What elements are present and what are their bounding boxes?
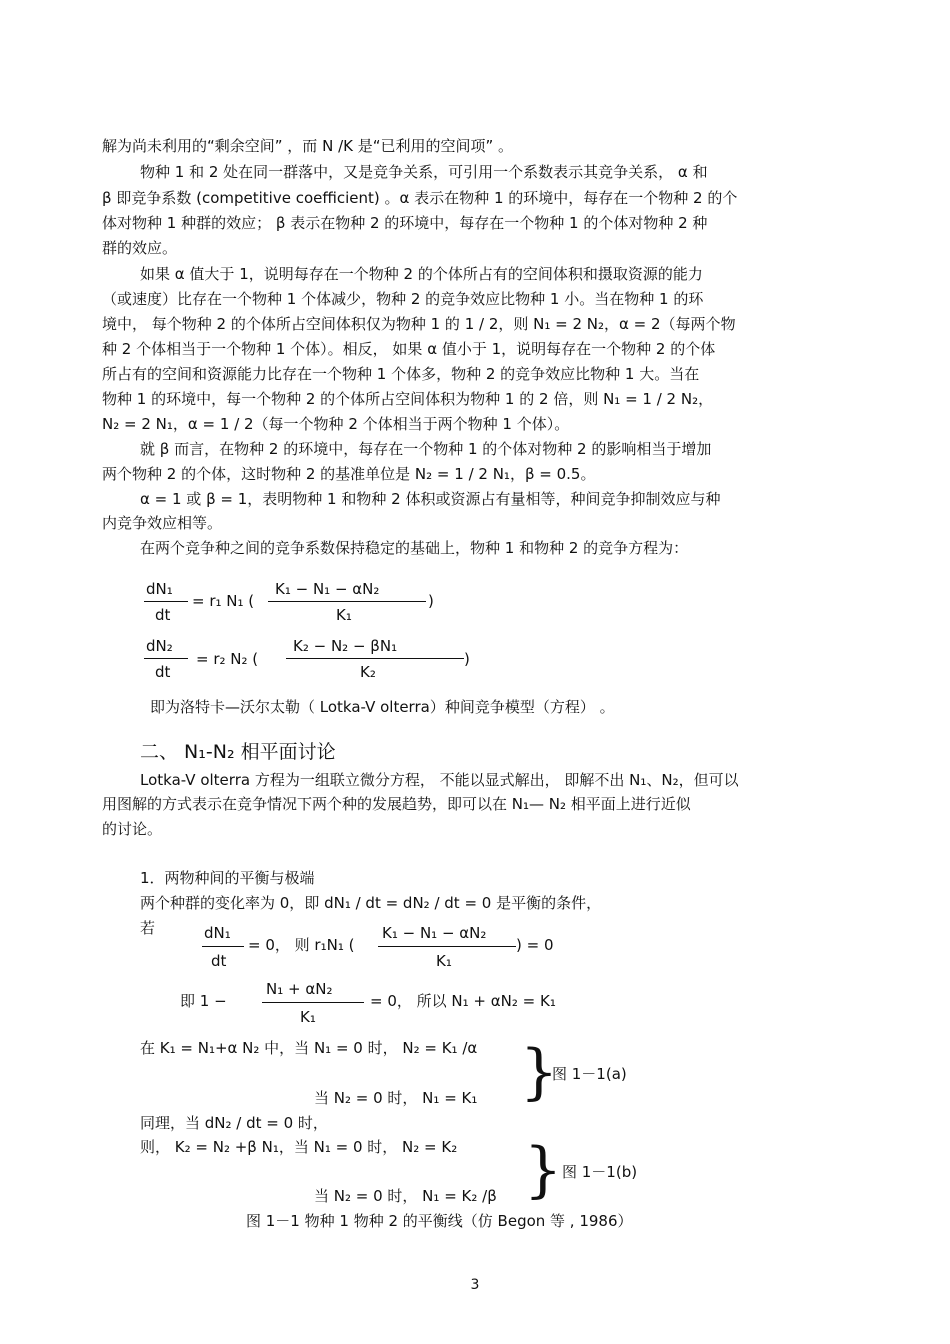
eq1-middle: = r₁ N₁ ( <box>192 592 255 610</box>
eq2-numerator: K₂ − N₂ − βN₁ <box>293 637 398 655</box>
eq1-numerator: K₁ − N₁ − αN₂ <box>275 580 380 598</box>
eq1-denominator: K₁ <box>336 606 352 624</box>
eq2-lhs-fraction-bar <box>144 658 188 659</box>
paragraph-line-14: 两个物种 2 的个体，这时物种 2 的基准单位是 N₂ = 1 / 2 N₁，β = 0.5。 <box>102 465 596 483</box>
eq4-tail: = 0， 所以 N₁ + αN₂ = K₁ <box>370 992 556 1010</box>
case-a-brace-icon: } <box>520 1037 559 1107</box>
if-word: 若 <box>140 919 156 937</box>
case-b-line-1: 则， K₂ = N₂ +β N₁，当 N₁ = 0 时， N₂ = K₂ <box>140 1138 458 1156</box>
eq3-tail: ) = 0 <box>516 936 554 954</box>
eq3-lhs-denominator: dt <box>211 952 227 970</box>
eq4-numerator: N₁ + αN₂ <box>266 980 333 998</box>
eq4-fraction-bar <box>262 1002 364 1003</box>
eq1-lhs-denominator: dt <box>155 606 171 624</box>
paragraph-line-15: α = 1 或 β = 1，表明物种 1 和物种 2 体积或资源占有量相等，种间竞争抑制效应与种 <box>140 490 721 508</box>
case-b-line-2: 当 N₂ = 0 时， N₁ = K₂ /β <box>314 1187 497 1205</box>
paragraph-line-16: 内竞争效应相等。 <box>102 514 223 532</box>
paragraph-line-1: 解为尚未利用的“剩余空间” ，而 N /K 是“已利用的空间项” 。 <box>102 137 514 155</box>
eq1-close-paren: ) <box>428 592 434 610</box>
eq3-lhs-numerator: dN₁ <box>204 924 231 942</box>
eq1-lhs-fraction-bar <box>144 601 188 602</box>
model-name-line: 即为洛特卡—沃尔太勒（ Lotka-V olterra）种间竞争模型（方程） 。 <box>150 698 615 716</box>
paragraph-line-12: N₂ = 2 N₁，α = 1 / 2（每一个物种 2 个体相当于两个物种 1 个体）。 <box>102 415 570 433</box>
case-b-brace-icon: } <box>524 1135 563 1205</box>
paragraph-line-4: 体对物种 1 种群的效应； β 表示在物种 2 的环境中，每存在一个物种 1 的个体对物种 2 种 <box>102 214 708 232</box>
eq2-lhs-numerator: dN₂ <box>146 637 173 655</box>
paragraph-line-11: 物种 1 的环境中，每一个物种 2 的个体所占空间体积为物种 1 的 2 倍，则 N₁ = 1 / 2 N₂， <box>102 390 714 408</box>
figure-caption: 图 1－1 物种 1 物种 2 的平衡线（仿 Begon 等 , 1986） <box>246 1212 633 1230</box>
case-a-figure-label: 图 1－1(a) <box>552 1065 627 1083</box>
eq2-fraction-bar <box>286 658 464 659</box>
section-paragraph-line-2: 用图解的方式表示在竞争情况下两个种的发展趋势，即可以在 N₁— N₂ 相平面上进行近似 <box>102 795 691 813</box>
paragraph-line-13: 就 β 而言，在物种 2 的环境中，每存在一个物种 1 的个体对物种 2 的影响相当于增加 <box>140 440 712 458</box>
case-b-line-0: 同理，当 dN₂ / dt = 0 时， <box>140 1114 328 1132</box>
subsection-title: 1．两物种间的平衡与极端 <box>140 869 315 887</box>
eq1-fraction-bar <box>268 601 426 602</box>
eq2-denominator: K₂ <box>360 663 376 681</box>
eq3-lhs-tail: = 0， 则 r₁N₁ ( <box>248 936 355 954</box>
case-a-line-1: 在 K₁ = N₁+α N₂ 中，当 N₁ = 0 时， N₂ = K₁ /α <box>140 1039 478 1057</box>
eq3-fraction-bar <box>378 946 516 947</box>
paragraph-line-9: 种 2 个体相当于一个物种 1 个体）。相反， 如果 α 值小于 1，说明每存在一个物种 2 的个体 <box>102 340 716 358</box>
eq2-close-paren: ) <box>464 650 470 668</box>
section-heading: 二、 N₁-N₂ 相平面讨论 <box>140 741 336 763</box>
case-a-line-2: 当 N₂ = 0 时， N₁ = K₁ <box>314 1089 478 1107</box>
eq2-lhs-denominator: dt <box>155 663 171 681</box>
eq4-head: 即 1 − <box>180 992 227 1010</box>
paragraph-line-6: 如果 α 值大于 1，说明每存在一个物种 2 的个体所占有的空间体积和摄取资源的能力 <box>140 265 703 283</box>
eq4-denominator: K₁ <box>300 1008 316 1026</box>
eq1-lhs-numerator: dN₁ <box>146 580 173 598</box>
eq3-denominator: K₁ <box>436 952 452 970</box>
paragraph-line-10: 所占有的空间和资源能力比存在一个物种 1 个体多，物种 2 的竞争效应比物种 1 大。当在 <box>102 365 700 383</box>
eq3-lhs-fraction-bar <box>202 946 244 947</box>
eq2-middle: = r₂ N₂ ( <box>196 650 259 668</box>
eq3-numerator: K₁ − N₁ − αN₂ <box>382 924 487 942</box>
paragraph-line-2: 物种 1 和 2 处在同一群落中，又是竞争关系，可引用一个系数表示其竞争关系， α 和 <box>140 163 708 181</box>
page-number: 3 <box>470 1277 480 1293</box>
section-paragraph-line-3: 的讨论。 <box>102 820 163 838</box>
case-b-figure-label: 图 1－1(b) <box>562 1163 638 1181</box>
equilibrium-text: 两个种群的变化率为 0，即 dN₁ / dt = dN₂ / dt = 0 是平衡的条件， <box>140 894 602 912</box>
section-paragraph-line-1: Lotka-V olterra 方程为一组联立微分方程， 不能以显式解出， 即解不出 N₁、N₂，但可以 <box>140 771 739 789</box>
paragraph-line-3: β 即竞争系数 (competitive coefficient) 。α 表示在物种 1 的环境中，每存在一个物种 2 的个 <box>102 189 738 207</box>
paragraph-line-5: 群的效应。 <box>102 239 178 257</box>
paragraph-line-17: 在两个竞争种之间的竞争系数保持稳定的基础上，物种 1 和物种 2 的竞争方程为： <box>140 539 689 557</box>
paragraph-line-7: （或速度）比存在一个物种 1 个体减少，物种 2 的竞争效应比物种 1 小。当在物种 1 的环 <box>102 290 704 308</box>
paragraph-line-8: 境中， 每个物种 2 的个体所占空间体积仅为物种 1 的 1 / 2，则 N₁ = 2 N₂，α = 2（每两个物 <box>102 315 736 333</box>
